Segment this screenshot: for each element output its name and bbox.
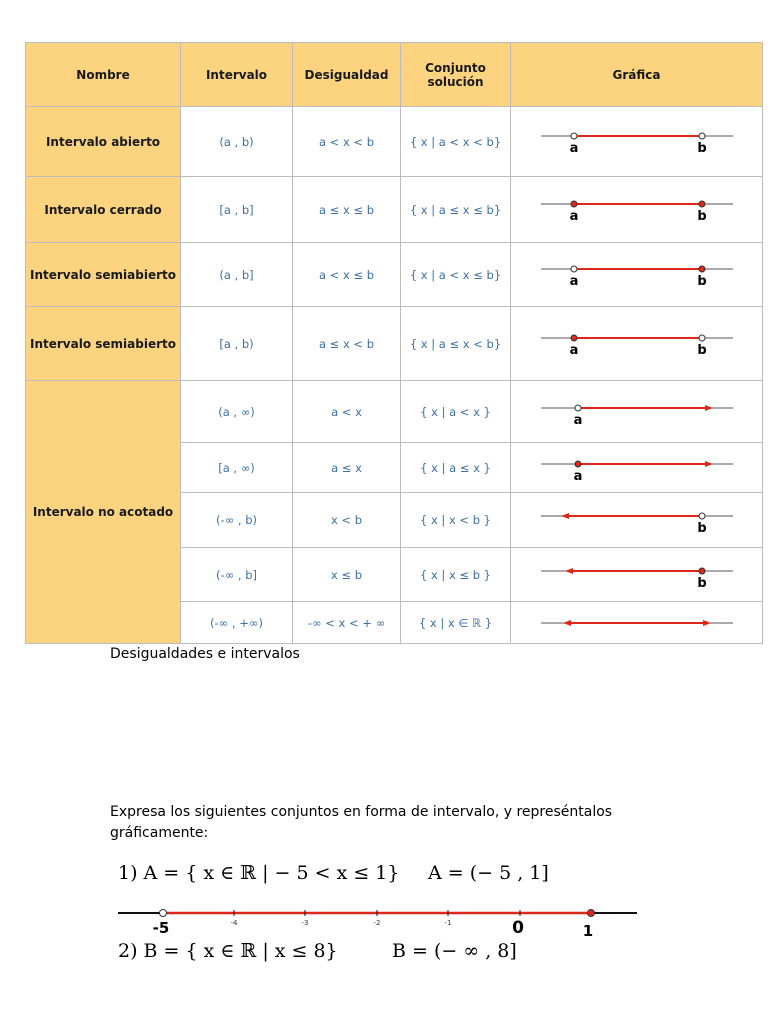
row-set: { x | x ≤ b } — [401, 548, 511, 602]
row-inequality: a ≤ x — [293, 443, 401, 493]
header-conjunto-text: Conjunto solución — [425, 60, 486, 89]
row-graph — [511, 381, 763, 443]
number-line-graph — [537, 257, 737, 293]
header-conjunto — [401, 43, 511, 107]
endpoint-label-b: b — [696, 575, 707, 591]
row-graph — [511, 307, 763, 381]
row-interval: (a , ∞) — [181, 381, 293, 443]
tick-label-minus5: -5 — [152, 919, 170, 937]
header-nombre: Nombre — [26, 43, 181, 107]
arrow-right-icon — [703, 620, 711, 626]
row-inequality: -∞ < x < + ∞ — [293, 602, 401, 644]
problem-1-interval: A = (− 5 , 1] — [428, 862, 549, 884]
endpoint-label-b: b — [696, 140, 707, 156]
endpoint-label-a: a — [569, 273, 578, 289]
row-graph — [511, 107, 763, 177]
row-graph — [511, 443, 763, 493]
row-inequality: a < x — [293, 381, 401, 443]
header-grafica: Gráfica — [511, 43, 763, 107]
number-line-graph — [537, 326, 737, 362]
right-endpoint-open — [699, 335, 705, 341]
endpoint-label-b: b — [696, 342, 707, 358]
tick-label-minus1: -1 — [444, 919, 452, 927]
table-row — [26, 381, 763, 443]
left-endpoint-closed — [571, 335, 577, 341]
number-line-graph — [537, 192, 737, 228]
row-name: Intervalo cerrado — [26, 177, 181, 243]
row-interval: (a , b) — [181, 107, 293, 177]
left-endpoint-open — [575, 405, 581, 411]
left-endpoint-closed — [571, 201, 577, 207]
number-line-graph — [537, 557, 737, 593]
endpoint-label-a: a — [569, 140, 578, 156]
right-endpoint-closed — [699, 201, 705, 207]
endpoint-label-b: b — [696, 273, 707, 289]
arrow-left-icon — [561, 513, 569, 519]
row-set: { x | a < x } — [401, 381, 511, 443]
problem-2-set: 2) B = { x ∈ ℝ | x ≤ 8} — [118, 940, 338, 962]
problem-2-interval: B = (− ∞ , 8] — [392, 940, 517, 962]
row-graph — [511, 602, 763, 644]
row-inequality: x ≤ b — [293, 548, 401, 602]
table-row — [26, 107, 763, 177]
row-interval: (-∞ , +∞) — [181, 602, 293, 644]
endpoint-label-a: a — [573, 412, 582, 428]
row-set: { x | x < b } — [401, 493, 511, 548]
row-interval: [a , ∞) — [181, 443, 293, 493]
row-graph — [511, 177, 763, 243]
problem-1-set: 1) A = { x ∈ ℝ | − 5 < x ≤ 1} — [118, 862, 400, 884]
left-endpoint-closed — [575, 461, 581, 467]
endpoint-label-b: b — [696, 521, 707, 536]
row-set: { x | a ≤ x < b} — [401, 307, 511, 381]
row-set: { x | a ≤ x ≤ b} — [401, 177, 511, 243]
header-intervalo: Intervalo — [181, 43, 293, 107]
row-name: Intervalo semiabierto — [26, 307, 181, 381]
row-set: { x | a ≤ x } — [401, 443, 511, 493]
row-inequality: x < b — [293, 493, 401, 548]
table-row — [26, 307, 763, 381]
number-line-graph — [537, 502, 737, 538]
row-inequality: a < x ≤ b — [293, 243, 401, 307]
row-graph — [511, 493, 763, 548]
row-graph — [511, 548, 763, 602]
tick-label-1: 1 — [582, 922, 594, 938]
table-header-row — [26, 43, 763, 107]
endpoint-label-b: b — [696, 208, 707, 224]
right-endpoint-closed — [699, 568, 705, 574]
row-interval: (-∞ , b] — [181, 548, 293, 602]
endpoint-label-a: a — [573, 468, 582, 484]
tick-label-minus3: -3 — [301, 919, 309, 927]
table-caption: Desigualdades e intervalos — [110, 646, 300, 662]
row-set: { x | x ∈ ℝ } — [401, 602, 511, 644]
left-endpoint-open — [160, 910, 167, 917]
arrow-left-icon — [565, 568, 573, 574]
row-graph — [511, 243, 763, 307]
row-interval: [a , b] — [181, 177, 293, 243]
right-endpoint-closed — [699, 266, 705, 272]
left-endpoint-open — [571, 266, 577, 272]
row-name-unbounded: Intervalo no acotado — [26, 381, 181, 644]
row-interval: (-∞ , b) — [181, 493, 293, 548]
row-inequality: a ≤ x < b — [293, 307, 401, 381]
table-row — [26, 177, 763, 243]
row-interval: (a , b] — [181, 243, 293, 307]
row-inequality: a < x < b — [293, 107, 401, 177]
arrow-left-icon — [563, 620, 571, 626]
tick-label-minus4: -4 — [230, 919, 238, 927]
table-row — [26, 243, 763, 307]
number-line-graph — [537, 394, 737, 430]
right-endpoint-closed — [588, 910, 595, 917]
number-line-graph — [537, 450, 737, 486]
intervals-table — [25, 42, 763, 644]
row-interval: [a , b) — [181, 307, 293, 381]
arrow-right-icon — [705, 405, 713, 411]
arrow-right-icon — [705, 461, 713, 467]
row-set: { x | a < x < b} — [401, 107, 511, 177]
exercise-number-line — [115, 898, 640, 938]
right-endpoint-open — [699, 133, 705, 139]
endpoint-label-a: a — [569, 208, 578, 224]
header-desigualdad: Desigualdad — [293, 43, 401, 107]
row-name: Intervalo semiabierto — [26, 243, 181, 307]
row-inequality: a ≤ x ≤ b — [293, 177, 401, 243]
right-endpoint-open — [699, 513, 705, 519]
tick-label-0: 0 — [512, 918, 524, 938]
row-name: Intervalo abierto — [26, 107, 181, 177]
exercise-instructions: Expresa los siguientes conjuntos en forma de intervalo, y represéntalos gráficamente: — [110, 804, 613, 841]
endpoint-label-a: a — [569, 342, 578, 358]
number-line-graph — [537, 124, 737, 160]
left-endpoint-open — [571, 133, 577, 139]
row-set: { x | a < x ≤ b} — [401, 243, 511, 307]
number-line-graph — [537, 611, 737, 635]
tick-label-minus2: -2 — [373, 919, 381, 927]
